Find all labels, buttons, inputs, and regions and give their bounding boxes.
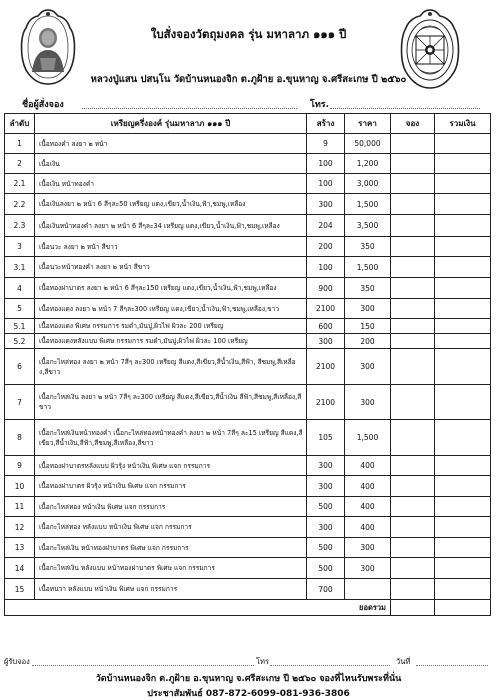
table-row bbox=[5, 299, 491, 319]
row-price: 200 bbox=[345, 334, 391, 349]
row-reserve-cell[interactable] bbox=[391, 154, 435, 174]
row-no: 7 bbox=[5, 385, 35, 420]
row-no: 11 bbox=[5, 497, 35, 517]
row-qty: 500 bbox=[307, 538, 345, 558]
row-price: 50,000 bbox=[345, 134, 391, 154]
row-item: เนื้อกะไหล่ทอง ลงยา ๒ หน้า 7สีๆ ละ300 เหรียญ สีแดง,สีเขียว,สีน้ำเงิน,สีฟ้า, สีชมพู,สีเหลือง,สีขาว bbox=[35, 349, 307, 385]
row-item: เนื้อทองแดง พิเศษ กรรมการ รมดำ,มันปู,ผิวไฟ ผิวละ 200 เหรียญ bbox=[35, 319, 307, 334]
table-row bbox=[5, 385, 491, 420]
row-item: เนื้อเงิน bbox=[35, 154, 307, 174]
row-qty: 2100 bbox=[307, 299, 345, 319]
row-no: 13 bbox=[5, 538, 35, 558]
row-item: เนื้อทองฝาบาตรหลังแบบ ผิวรุ้ง หน้าเงิน พิเศษ แจก กรรมการ bbox=[35, 456, 307, 476]
row-sum-cell[interactable] bbox=[435, 579, 491, 600]
row-reserve-cell[interactable] bbox=[391, 278, 435, 299]
page-subtitle: หลวงปู่แสน ปสนฺโน วัดบ้านหนองจิก ต.ภูฝ้าย อ.ขุนหาญ จ.ศรีสะเกษ ปี ๒๕๖๐ bbox=[90, 74, 407, 85]
table-row bbox=[5, 215, 491, 237]
row-reserve-cell[interactable] bbox=[391, 257, 435, 278]
row-sum-cell[interactable] bbox=[435, 194, 491, 215]
row-item: เนื้อทองแดงหลังแบบ พิเศษ กรรมการ รมดำ,มันปู,ผิวไฟ ผิวละ 100 เหรียญ bbox=[35, 334, 307, 349]
orderer-tel-label: โทร. bbox=[310, 100, 330, 110]
table-row bbox=[5, 319, 491, 334]
row-item: เนื้อกะไหล่เงิน หลังแบบ หน้าทองฝาบาตร พิเศษ แจก กรรมการ bbox=[35, 558, 307, 579]
row-qty: 700 bbox=[307, 579, 345, 600]
row-price: 1,500 bbox=[345, 194, 391, 215]
row-price: 400 bbox=[345, 497, 391, 517]
row-qty: 900 bbox=[307, 278, 345, 299]
row-sum-cell[interactable] bbox=[435, 257, 491, 278]
header-qty: สร้าง bbox=[307, 114, 345, 134]
row-price: 300 bbox=[345, 538, 391, 558]
row-sum-cell[interactable] bbox=[435, 154, 491, 174]
row-price: 300 bbox=[345, 385, 391, 420]
orderer-name-field[interactable] bbox=[82, 108, 297, 109]
order-table bbox=[4, 113, 491, 616]
table-row bbox=[5, 334, 491, 349]
orderer-row bbox=[22, 97, 480, 111]
row-no: 1 bbox=[5, 134, 35, 154]
row-sum-cell[interactable] bbox=[435, 174, 491, 194]
row-qty: 300 bbox=[307, 476, 345, 497]
row-sum-cell[interactable] bbox=[435, 420, 491, 456]
row-item: เนื้อเงินหน้าทองคำ ลงยา ๒ หน้า 6 สีๆละ34 เหรียญ แดง,เขียว,น้ำเงิน,ฟ้า,ชมพู,เหลือง bbox=[35, 215, 307, 237]
row-item: เนื้อกะไหล่เงิน หน้าทองฝาบาตร พิเศษ แจก กรรมการ bbox=[35, 538, 307, 558]
table-row bbox=[5, 456, 491, 476]
orderer-name-label: ชื่อผู้สั่งจอง bbox=[22, 100, 64, 110]
row-price: 350 bbox=[345, 237, 391, 257]
row-no: 2.1 bbox=[5, 174, 35, 194]
footer-address: วัดบ้านหนองจิก ต.ภูฝ้าย อ.ขุนหาญ จ.ศรีสะเกษ ปี ๒๕๖๐ จองที่ไหนรับพระที่นั่น bbox=[95, 674, 402, 684]
row-reserve-cell[interactable] bbox=[391, 319, 435, 334]
row-no: 3 bbox=[5, 237, 35, 257]
table-row bbox=[5, 154, 491, 174]
row-no: 6 bbox=[5, 349, 35, 385]
row-no: 2.3 bbox=[5, 215, 35, 237]
row-no: 3.1 bbox=[5, 257, 35, 278]
row-no: 5 bbox=[5, 299, 35, 319]
row-item: เนื้อทนวา หลังแบบ หน้าเงิน พิเศษ แจก กรรมการ bbox=[35, 579, 307, 600]
row-reserve-cell[interactable] bbox=[391, 420, 435, 456]
row-no: 14 bbox=[5, 558, 35, 579]
row-reserve-cell[interactable] bbox=[391, 558, 435, 579]
row-sum-cell[interactable] bbox=[435, 385, 491, 420]
row-price: 1,200 bbox=[345, 154, 391, 174]
row-reserve-cell[interactable] bbox=[391, 134, 435, 154]
row-reserve-cell[interactable] bbox=[391, 476, 435, 497]
row-price bbox=[345, 579, 391, 600]
row-item: เนื้อกะไหล่ทอง หน้าเงิน พิเศษ แจก กรรมการ bbox=[35, 497, 307, 517]
total-row bbox=[5, 600, 491, 616]
row-reserve-cell[interactable] bbox=[391, 215, 435, 237]
table-row bbox=[5, 237, 491, 257]
row-price: 1,500 bbox=[345, 420, 391, 456]
table-row bbox=[5, 257, 491, 278]
table-row bbox=[5, 497, 491, 517]
row-reserve-cell[interactable] bbox=[391, 497, 435, 517]
row-item: เนื้อนวะ ลงยา ๒ หน้า สีขาว bbox=[35, 237, 307, 257]
signature-tel-field[interactable] bbox=[270, 665, 390, 666]
row-item: เนื้อกะไหล่เงินหน้าทองคำ เนื้อกะไหล่ทองหน้าทองคำ ลงยา ๒ หน้า 7สีๆ ละ15 เหรียญ สีแดง,สีเขียว,สีน้ำเงิน,สีฟ้า,สีชมพู,สีเหลือง,สีขาว bbox=[35, 420, 307, 456]
table-row bbox=[5, 579, 491, 600]
row-sum-cell[interactable] bbox=[435, 215, 491, 237]
row-qty: 300 bbox=[307, 194, 345, 215]
header-item: เหรียญครึ่งองค์ รุ่นมหาลาภ ๑๑๑ ปี bbox=[35, 114, 307, 134]
row-sum-cell[interactable] bbox=[435, 334, 491, 349]
row-qty: 300 bbox=[307, 517, 345, 538]
header-sum: รวมเงิน bbox=[435, 114, 491, 134]
row-sum-cell[interactable] bbox=[435, 538, 491, 558]
row-sum-cell[interactable] bbox=[435, 476, 491, 497]
row-item: เนื้อนวะหน้าทองคำ ลงยา ๒ หน้า สีขาว bbox=[35, 257, 307, 278]
row-qty: 100 bbox=[307, 154, 345, 174]
table-row bbox=[5, 134, 491, 154]
row-price: 1,500 bbox=[345, 257, 391, 278]
header-no: ลำดับ bbox=[5, 114, 35, 134]
row-reserve-cell[interactable] bbox=[391, 538, 435, 558]
row-reserve-cell[interactable] bbox=[391, 174, 435, 194]
row-qty: 2100 bbox=[307, 385, 345, 420]
page-title: ใบสั่งจองวัตถุมงคล รุ่น มหาลาภ ๑๑๑ ปี bbox=[150, 27, 347, 41]
row-reserve-cell[interactable] bbox=[391, 334, 435, 349]
row-qty: 100 bbox=[307, 174, 345, 194]
row-price: 400 bbox=[345, 476, 391, 497]
row-price: 400 bbox=[345, 517, 391, 538]
header-reserve: จอง bbox=[391, 114, 435, 134]
row-price: 300 bbox=[345, 349, 391, 385]
row-sum-cell[interactable] bbox=[435, 278, 491, 299]
row-no: 8 bbox=[5, 420, 35, 456]
row-reserve-cell[interactable] bbox=[391, 579, 435, 600]
row-price: 350 bbox=[345, 278, 391, 299]
row-price: 400 bbox=[345, 456, 391, 476]
row-reserve-cell[interactable] bbox=[391, 299, 435, 319]
receiver-label: ผู้รับจอง bbox=[4, 657, 30, 666]
receiver-field[interactable] bbox=[32, 665, 254, 666]
row-reserve-cell[interactable] bbox=[391, 517, 435, 538]
row-sum-cell[interactable] bbox=[435, 558, 491, 579]
row-qty: 100 bbox=[307, 257, 345, 278]
footer-contact: ประชาสัมพันธ์ 087-872-6099-081-936-3806 bbox=[147, 689, 350, 699]
row-item: เนื้อกะไหล่เงิน ลงยา ๒ หน้า 7สีๆ ละ300 เหรียญ สีแดง,สีเขียว,สีน้ำเงิน สีฟ้า,สีชมพู,สีเหลือง,สีขาว bbox=[35, 385, 307, 420]
row-item: เนื้อกะไหล่ทอง หลังแบบ หน้าเงิน พิเศษ แจก กรรมการ bbox=[35, 517, 307, 538]
row-reserve-cell[interactable] bbox=[391, 456, 435, 476]
row-price: 300 bbox=[345, 299, 391, 319]
row-sum-cell[interactable] bbox=[435, 134, 491, 154]
table-header-row bbox=[5, 114, 491, 134]
signature-tel-label: โทร bbox=[256, 657, 270, 666]
table-row bbox=[5, 558, 491, 579]
row-no: 2.2 bbox=[5, 194, 35, 215]
signature-row bbox=[4, 656, 490, 668]
row-reserve-cell[interactable] bbox=[391, 349, 435, 385]
row-no: 12 bbox=[5, 517, 35, 538]
row-item: เนื้อทองฝาบาตร ลงยา ๒ หน้า 6 สีๆละ150 เหรียญ แดง,เขียว,น้ำเงิน,ฟ้า,ชมพู,เหลือง bbox=[35, 278, 307, 299]
row-item: เนื้อทองคำ ลงยา ๒ หน้า bbox=[35, 134, 307, 154]
row-qty: 600 bbox=[307, 319, 345, 334]
row-qty: 9 bbox=[307, 134, 345, 154]
row-reserve-cell[interactable] bbox=[391, 194, 435, 215]
row-no: 4 bbox=[5, 278, 35, 299]
row-qty: 300 bbox=[307, 456, 345, 476]
table-row bbox=[5, 174, 491, 194]
row-qty: 204 bbox=[307, 215, 345, 237]
table-row bbox=[5, 538, 491, 558]
row-no: 5.1 bbox=[5, 319, 35, 334]
row-sum-cell[interactable] bbox=[435, 497, 491, 517]
total-label: ยอดรวม bbox=[5, 600, 391, 616]
table-row bbox=[5, 476, 491, 497]
row-reserve-cell[interactable] bbox=[391, 385, 435, 420]
row-price: 300 bbox=[345, 558, 391, 579]
total-sum-cell[interactable] bbox=[435, 600, 491, 616]
row-reserve-cell[interactable] bbox=[391, 237, 435, 257]
table-row bbox=[5, 420, 491, 456]
row-no: 10 bbox=[5, 476, 35, 497]
row-qty: 105 bbox=[307, 420, 345, 456]
table-row bbox=[5, 517, 491, 538]
row-sum-cell[interactable] bbox=[435, 319, 491, 334]
table-row bbox=[5, 278, 491, 299]
row-item: เนื้อทองฝาบาตร ผิวรุ้ง หน้าเงิน พิเศษ แจก กรรมการ bbox=[35, 476, 307, 497]
header-price: ราคา bbox=[345, 114, 391, 134]
date-field[interactable] bbox=[416, 665, 488, 666]
row-sum-cell[interactable] bbox=[435, 299, 491, 319]
orderer-tel-field[interactable] bbox=[330, 108, 480, 109]
row-no: 9 bbox=[5, 456, 35, 476]
date-label: วันที่ bbox=[396, 657, 411, 666]
row-no: 15 bbox=[5, 579, 35, 600]
row-item: เนื้อเงิน หน้าทองคำ bbox=[35, 174, 307, 194]
row-sum-cell[interactable] bbox=[435, 237, 491, 257]
row-qty: 2100 bbox=[307, 349, 345, 385]
total-reserve-cell[interactable] bbox=[391, 600, 435, 616]
row-price: 3,500 bbox=[345, 215, 391, 237]
row-qty: 500 bbox=[307, 558, 345, 579]
row-qty: 300 bbox=[307, 334, 345, 349]
row-no: 2 bbox=[5, 154, 35, 174]
row-sum-cell[interactable] bbox=[435, 517, 491, 538]
row-item: เนื้อทองแดง ลงยา ๒ หน้า 7 สีๆละ300 เหรียญ แดง,เขียว,น้ำเงิน,ฟ้า,ชมพู,เหลือง,ขาว bbox=[35, 299, 307, 319]
row-price: 150 bbox=[345, 319, 391, 334]
row-no: 5.2 bbox=[5, 334, 35, 349]
table-row bbox=[5, 349, 491, 385]
table-row bbox=[5, 194, 491, 215]
row-sum-cell[interactable] bbox=[435, 456, 491, 476]
row-qty: 500 bbox=[307, 497, 345, 517]
row-sum-cell[interactable] bbox=[435, 349, 491, 385]
row-qty: 200 bbox=[307, 237, 345, 257]
row-item: เนื้อเงินลงยา ๒ หน้า 6 สีๆละ50 เหรียญ แดง,เขียว,น้ำเงิน,ฟ้า,ชมพู,เหลือง bbox=[35, 194, 307, 215]
row-price: 3,000 bbox=[345, 174, 391, 194]
